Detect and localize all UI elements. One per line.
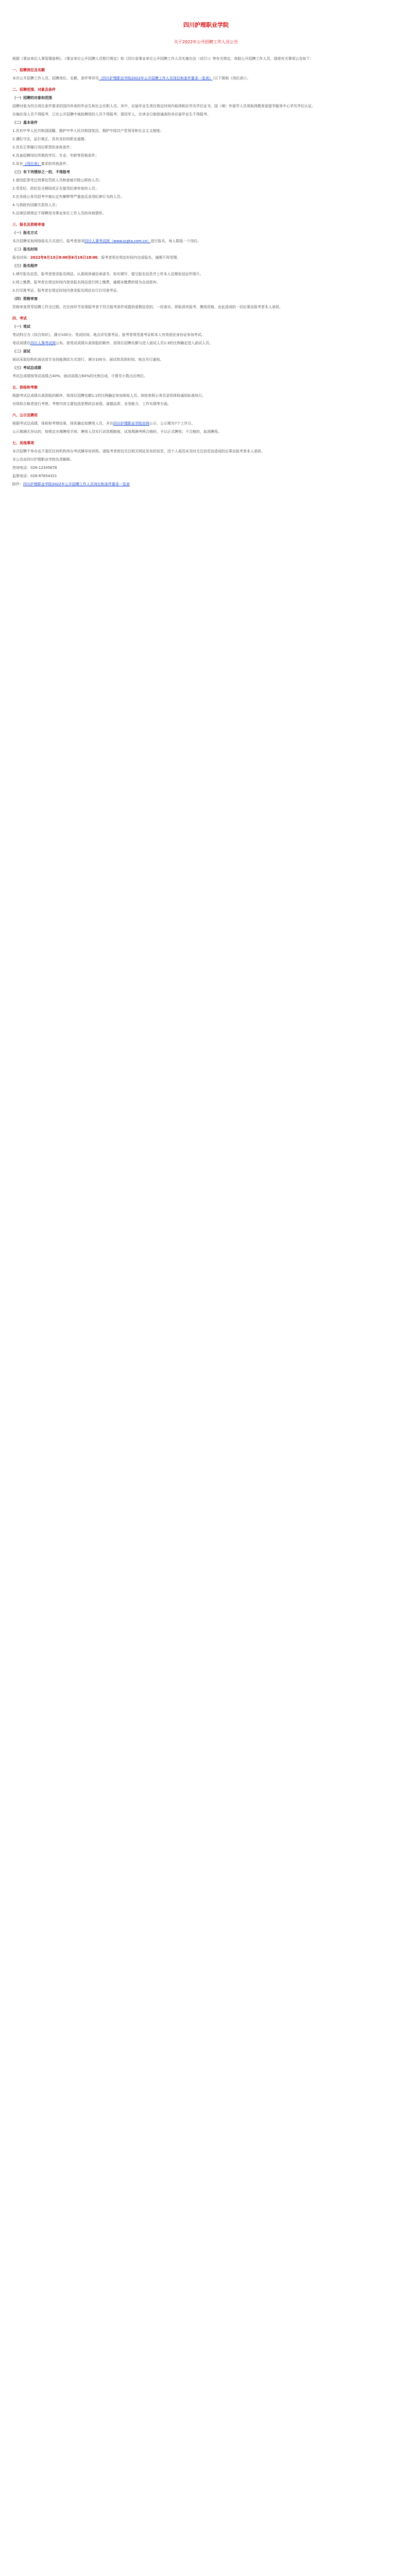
inline-link[interactable]: 四川人事考试网（www.scpta.com.cn） — [84, 239, 151, 243]
paragraph-text: 本次招聘采取网络报名方式进行。报考者登录 — [12, 239, 84, 243]
paragraph-text: 本公告由四川护理职业学院负责解释。 — [12, 457, 74, 462]
paragraph-text: （以下简称《岗位表》）。 — [212, 76, 251, 80]
body-paragraph — [5, 400, 407, 408]
paragraph-text: 1.曾因犯罪受过刑事处罚的人员和曾被开除公职的人员； — [12, 178, 102, 182]
section-heading: 一、招聘岗位及名额 — [12, 68, 45, 72]
paragraph-text: 笔试成绩在 — [12, 341, 30, 345]
section-heading: 二、招聘范围、对象及条件 — [12, 88, 56, 92]
subsection-heading: （四）资格审查 — [12, 297, 38, 301]
subsection-heading: （三）有下列情形之一的，不得报考 — [12, 170, 70, 174]
subsection-heading: （二）报名时间 — [12, 247, 38, 251]
subsection-heading: （一）笔试 — [12, 325, 30, 329]
body-paragraph — [5, 303, 407, 311]
body-paragraph — [5, 428, 407, 436]
body-paragraph — [5, 372, 407, 380]
paragraph-text: 考试总成绩按笔试成绩占40%、面试成绩占60%的比例合成，计算至小数点后两位。 — [12, 374, 148, 378]
paragraph-text: 本次招聘不举办也不委托任何机构举办考试辅导培训班。请报考者密切关注相关网站发布的信息，因个人原因未及时关注信息而造成的后果由报考者本人承担。 — [12, 449, 265, 453]
document-title: 关于2022年公开招聘工作人员公告 — [174, 40, 238, 44]
paragraph-text: 要求的其他条件。 — [41, 162, 70, 166]
paragraph-text: 进行报名，每人限报一个岗位。 — [150, 239, 201, 243]
body-paragraph — [5, 253, 407, 262]
body-paragraph — [5, 419, 407, 428]
body-paragraph — [5, 143, 407, 151]
body-paragraph — [5, 270, 407, 278]
paragraph-text: 2.遵纪守法，品行端正，具有良好的职业道德； — [12, 137, 88, 141]
inline-link[interactable]: 四川人事考试网 — [30, 341, 56, 345]
paragraph-text: 根据《事业单位人事管理条例》、《事业单位公开招聘人员暂行规定》和《四川省事业单位公开招聘工作人员实施办法（试行）》等有关规定，我院公开招聘工作人员，现将有关事项公告如下： — [12, 57, 314, 61]
inline-link[interactable]: 四川护理职业学院官网 — [113, 421, 149, 426]
section-heading: 四、考试 — [12, 316, 27, 320]
body-paragraph — [5, 237, 407, 245]
body-paragraph — [5, 110, 407, 118]
highlighted-text: 2022年6月13日9:00至6月19日18:00 — [30, 256, 98, 260]
subsection-heading: （一）报名方式 — [12, 231, 38, 235]
paragraph-text: 笔试科目为《综合知识》，满分100分。笔试时间、地点详见准考证。报考者须凭准考证和本人有效居民身份证参加考试。 — [12, 333, 205, 337]
paragraph-text: 1.具有中华人民共和国国籍，拥护中华人民共和国宪法，拥护中国共产党领导和社会主义制度； — [12, 129, 164, 133]
paragraph-text: 。报考者须在规定时间内完成报名，逾期不再受理。 — [97, 256, 181, 260]
body-paragraph — [5, 193, 407, 201]
subsection-heading: （二）基本条件 — [12, 121, 38, 125]
section-heading: 五、体检和考察 — [12, 385, 38, 389]
section-heading: 三、报名及资格审查 — [12, 223, 45, 227]
site-title: 四川护理职业学院 — [183, 22, 229, 28]
section-heading: 七、其他事项 — [12, 441, 34, 445]
paragraph-text: 面试采取结构化面试或专业技能测试方式进行，满分100分。面试的具体时间、地点另行通知。 — [12, 358, 164, 362]
paragraph-text: 对体检合格者进行考察。考察内容主要包括思想政治表现、道德品质、业务能力、工作实绩等方面。 — [12, 402, 171, 406]
body-paragraph — [5, 176, 407, 184]
body-paragraph — [5, 151, 407, 160]
paragraph-text: 3.打印准考证。报考者在规定时间内登录报名网站自行打印准考证。 — [12, 289, 121, 293]
inline-link[interactable]: 《岗位表》 — [23, 162, 41, 166]
body-paragraph — [5, 339, 407, 347]
paragraph-text: 咨询电话：028-12345678 — [12, 466, 57, 470]
body-paragraph — [5, 160, 407, 168]
body-paragraph — [5, 447, 407, 455]
paragraph-text: 监督电话：028-87654321 — [12, 474, 57, 478]
paragraph-text: 招聘对象为符合岗位条件要求的国内外高校毕业生和社会在职人员。其中，应届毕业生须在规定时间内取得相应学历学位证书，国（境）外留学人员须取得教育部留学服务中心学历学位认证。 — [12, 104, 315, 108]
paragraph-text: 1.填写报名信息。报考者登录报名网站，认真阅读诚信承诺书，如实填写、提交报名信息并上传本人近期免冠证件照片。 — [12, 272, 203, 276]
section-heading: 六、公示及聘用 — [12, 413, 38, 417]
body-paragraph — [5, 464, 407, 472]
body-paragraph — [5, 55, 407, 63]
paragraph-text: 公布。按笔试成绩从高到低的顺序，按岗位招聘名额与进入面试人员1:3的比例确定进入面试人员。 — [56, 341, 213, 345]
inline-link[interactable]: 四川护理职业学院2022年公开招聘工作人员岗位和条件要求一览表 — [23, 482, 130, 486]
paragraph-text: 3.具有正常履行岗位职责的身体条件； — [12, 145, 74, 149]
paragraph-text: 4.具备招聘岗位所需的学历、专业、年龄等资格条件； — [12, 154, 99, 158]
body-paragraph — [5, 278, 407, 286]
inline-link[interactable]: 《四川护理职业学院2022年公开招聘工作人员岗位和条件要求一览表》 — [99, 76, 213, 80]
subsection-heading: （二）面试 — [12, 349, 30, 353]
body-paragraph — [5, 480, 407, 488]
paragraph-text: 附件： — [12, 482, 23, 486]
paragraph-text: 5.法律法规规定不得聘用为事业单位工作人员的其他情形。 — [12, 211, 106, 215]
body-paragraph — [5, 135, 407, 143]
body-paragraph — [5, 392, 407, 400]
paragraph-text: 2.受党纪、政纪处分期间或正在接受纪律审查的人员； — [12, 187, 99, 191]
subsection-heading: （三）考试总成绩 — [12, 366, 41, 370]
paragraph-text: 2.网上缴费。报考者在规定时间内登录报名网站进行网上缴费，逾期未缴费的视为自动放弃。 — [12, 280, 160, 284]
paragraph-text: 4.与我院有回避关系的人员； — [12, 203, 59, 207]
paragraph-text: 在编在岗人员不得报考，已在公开招聘中被拟聘用的人员不得报考，现役军人、在读全日制普通高校非应届毕业生不得报考。 — [12, 112, 211, 116]
body-paragraph — [5, 209, 407, 217]
body-paragraph — [5, 355, 407, 364]
paragraph-text: 根据考试总成绩从高到低的顺序，按岗位招聘名额1:1的比例确定参加体检人员。体检参照公务员录用体检通用标准执行。 — [12, 394, 206, 398]
body-paragraph — [5, 331, 407, 339]
paragraph-text: 5.具有 — [12, 162, 23, 166]
paragraph-text: 公示，公示期为7个工作日。 — [149, 421, 195, 426]
subsection-heading: （三）报名程序 — [12, 264, 38, 268]
body-paragraph — [5, 127, 407, 135]
subsection-heading: （一）招聘的对象和范围 — [12, 96, 52, 100]
body-paragraph — [5, 201, 407, 209]
paragraph-text: 资格审查贯穿招聘工作全过程。在任何环节发现报考者不符合报考条件或提供虚假信息的，一经查实，即取消其报考、聘用资格，由此造成的一切后果由报考者本人承担。 — [12, 305, 283, 309]
body-paragraph — [5, 472, 407, 480]
paragraph-text: 公示期满无异议的，按规定办理聘用手续。聘用人员实行试用期制度，试用期满考核合格的，予以正式聘用；不合格的，取消聘用。 — [12, 430, 221, 434]
body-paragraph — [5, 455, 407, 464]
paragraph-text: 本次公开招聘工作人员，招聘岗位、名额、条件等详见 — [12, 76, 99, 80]
body-paragraph — [5, 286, 407, 295]
paragraph-text: 3.在各级公务员招考中被认定有舞弊等严重违反录用纪律行为的人员； — [12, 195, 124, 199]
paragraph-text: 根据考试总成绩、体检和考察结果，择优确定拟聘用人员，并在 — [12, 421, 113, 426]
paragraph-text: 报名时间： — [12, 256, 30, 260]
body-paragraph — [5, 184, 407, 193]
body-paragraph — [5, 74, 407, 82]
article-body — [5, 55, 407, 488]
body-paragraph — [5, 102, 407, 110]
